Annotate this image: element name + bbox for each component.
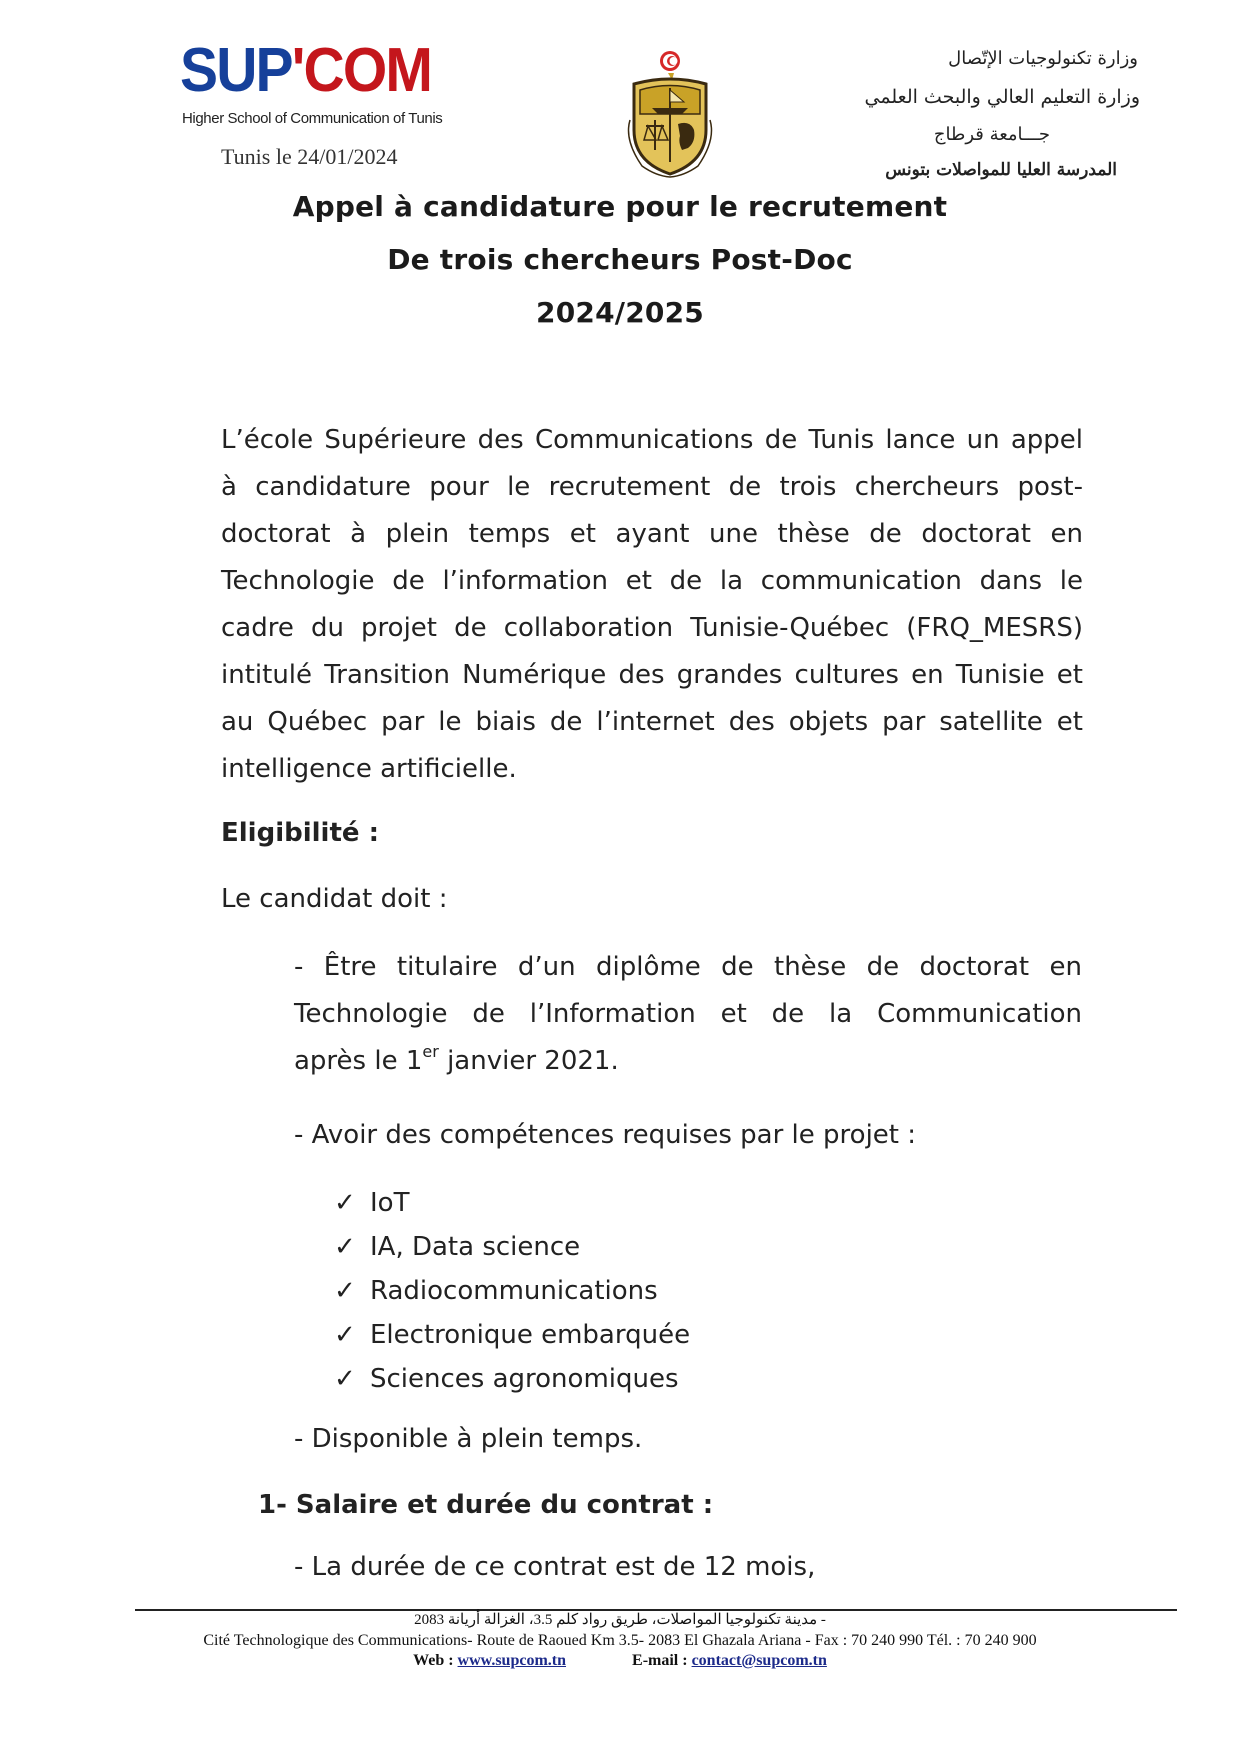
title-line-1: Appel à candidature pour le recrutement xyxy=(292,190,948,223)
logo-com-text: COM xyxy=(303,36,432,105)
skill-item xyxy=(334,1188,409,1218)
skill-item xyxy=(334,1276,658,1306)
skill-item xyxy=(334,1320,690,1350)
eligibility-heading: Eligibilité : xyxy=(221,818,379,848)
checkmark-icon: ✓ xyxy=(334,1232,356,1262)
eligibility-lead: Le candidat doit : xyxy=(221,884,448,914)
footer-contacts xyxy=(0,1652,1240,1670)
intro-paragraph: L’école Supérieure des Communications de Tunis lance un appel à candidature pour le recrutement de trois chercheurs post-doctorat à plein temps et ayant une thèse de doctorat en Technologie de l’information et de la communication dans le cadre du projet de collaboration Tunisie-Québec (FRQ_MESRS) intitulé Transition Numérique des grandes cultures en Tunisie et au Québec par le biais de l’internet des objets par satellite et intelligence artificielle. xyxy=(221,425,1083,784)
title-line-2: De trois chercheurs Post-Doc xyxy=(387,243,853,276)
footer-arabic-address: - مدينة تكنولوجيا المواصلات، طريق رواد كلم 3.5، الغزالة أريانة 2083 xyxy=(414,1612,826,1628)
requirement-2: - Avoir des compétences requises par le projet : xyxy=(294,1120,917,1150)
checkmark-icon: ✓ xyxy=(334,1364,356,1394)
skill-label: Radiocommunications xyxy=(370,1276,658,1306)
checkmark-icon: ✓ xyxy=(334,1188,356,1218)
skill-label: Electronique embarquée xyxy=(370,1320,691,1350)
skill-label: IoT xyxy=(370,1188,410,1218)
footer-address: Cité Technologique des Communications- Route de Raoued Km 3.5- 2083 El Ghazala Ariana - Fax : 70 240 990 Tél. : 70 240 900 xyxy=(203,1632,1037,1649)
checkmark-icon: ✓ xyxy=(334,1276,356,1306)
email-link[interactable]: contact@supcom.tn xyxy=(691,1652,827,1669)
logo-subtitle: Higher School of Communication of Tunis xyxy=(182,110,443,127)
title-line-3: 2024/2025 xyxy=(536,296,704,329)
requirement-1-superscript: er xyxy=(422,1042,439,1061)
ministry-communications-text: وزارة تكنولوجيات الإتّصال xyxy=(948,48,1138,69)
logo-sup-text: SUP xyxy=(180,36,292,105)
skill-item xyxy=(334,1364,679,1394)
requirement-1-date-part-b: janvier 2021. xyxy=(438,1046,619,1076)
requirement-1-line-1: - Être titulaire d’un diplôme de thèse de doctorat en xyxy=(294,952,1082,982)
email-label: E-mail : xyxy=(632,1652,692,1669)
requirement-3: - Disponible à plein temps. xyxy=(294,1424,643,1454)
requirement-1-line-3 xyxy=(294,1042,619,1076)
contract-duration-line: - La durée de ce contrat est de 12 mois, xyxy=(294,1552,816,1582)
ministry-higher-education-text: وزارة التعليم العالي والبحث العلمي xyxy=(864,86,1140,108)
university-carthage-text: جـــامعة قرطاج xyxy=(933,124,1050,145)
logo-apostrophe: ' xyxy=(291,36,304,105)
checkmark-icon: ✓ xyxy=(334,1320,356,1350)
website-link[interactable]: www.supcom.tn xyxy=(457,1652,567,1669)
school-name-arabic-text: المدرسة العليا للمواصلات بتونس xyxy=(885,160,1117,180)
section-1-heading: 1- Salaire et durée du contrat : xyxy=(258,1490,714,1520)
requirement-1-date-part-a: après le 1 xyxy=(294,1046,423,1076)
web-label: Web : xyxy=(413,1652,458,1669)
tunisia-coat-of-arms-icon xyxy=(622,50,718,178)
skill-label: Sciences agronomiques xyxy=(370,1364,679,1394)
skill-item xyxy=(334,1232,580,1262)
skill-label: IA, Data science xyxy=(370,1232,581,1262)
date-line: Tunis le 24/01/2024 xyxy=(221,144,398,169)
supcom-logo xyxy=(180,36,432,105)
requirement-1-line-2: Technologie de l’Information et de la Communication xyxy=(294,999,1082,1029)
